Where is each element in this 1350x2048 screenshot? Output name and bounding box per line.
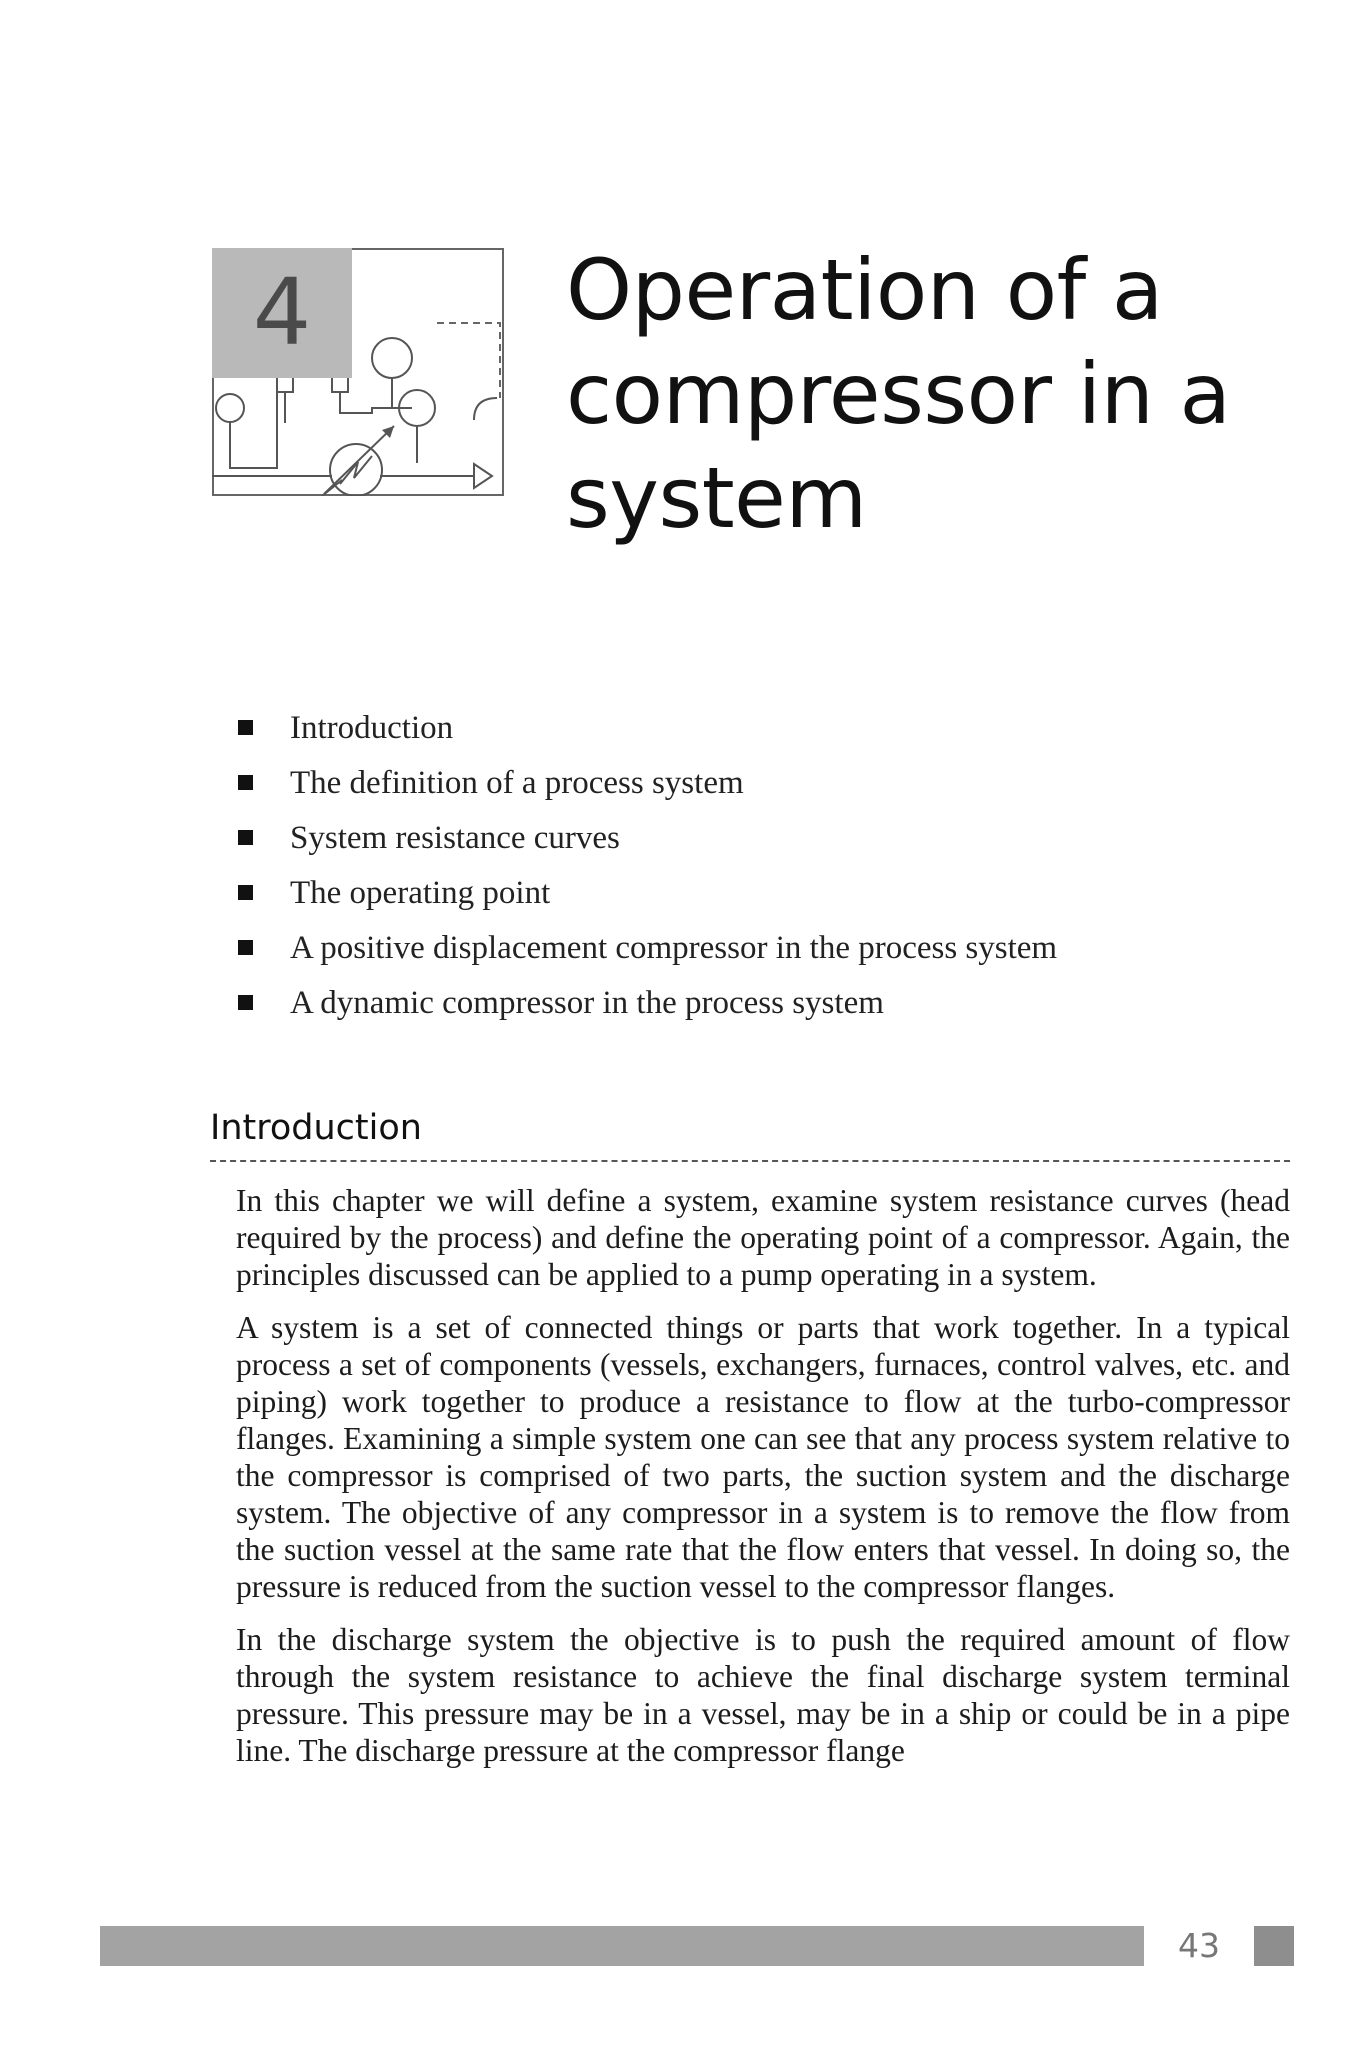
square-bullet-icon [238, 940, 253, 955]
contents-item [238, 703, 1138, 758]
chapter-icon [212, 248, 504, 496]
footer-square [1254, 1926, 1294, 1966]
contents-item [238, 813, 1138, 868]
body-paragraph: In this chapter we will define a system, examine system resistance curves (head required by the process) and define the operating point of a compressor. Again, the principles discussed can be applied to a pump operating in a system. [236, 1183, 1290, 1292]
contents-item-label: System resistance curves [290, 820, 620, 856]
square-bullet-icon [238, 885, 253, 900]
page-number: 43 [1178, 1926, 1220, 1965]
section-heading: Introduction [210, 1108, 422, 1148]
chapter-title [566, 238, 1266, 550]
square-bullet-icon [238, 830, 253, 845]
square-bullet-icon [238, 995, 253, 1010]
section-divider [210, 1160, 1290, 1162]
chapter-contents-list [238, 703, 1138, 1033]
chapter-title-line: Operation of a [566, 241, 1163, 339]
square-bullet-icon [238, 720, 253, 735]
contents-item-label: The operating point [290, 875, 551, 911]
contents-item [238, 978, 1138, 1033]
body-paragraph: In the discharge system the objective is to push the required amount of flow through the system resistance to achieve the final discharge system terminal pressure. This pressure may be in a vessel, may be in a ship or could be in a pipe line. The discharge pressure at the compressor flange [236, 1622, 1290, 1768]
contents-item [238, 758, 1138, 813]
contents-item-label: Introduction [290, 710, 454, 746]
footer-bar [100, 1926, 1144, 1966]
square-bullet-icon [238, 775, 253, 790]
contents-item-label: A dynamic compressor in the process system [290, 985, 884, 1021]
chapter-title-line: system [566, 449, 867, 547]
section-body [236, 1182, 1290, 1785]
body-paragraph: A system is a set of connected things or parts that work together. In a typical process a set of components (vessels, exchangers, furnaces, control valves, etc. and piping) work together to produce a resistance to flow at the turbo-compressor flanges. Examining a simple system one can see that any process system relative to the compressor is comprised of two parts, the suction system and the discharge system. The objective of any compressor in a system is to remove the flow from the suction vessel at the same rate that the flow enters that vessel. In doing so, the pressure is reduced from the suction vessel to the compressor flanges. [236, 1310, 1290, 1604]
chapter-title-line: compressor in a [566, 345, 1231, 443]
chapter-number: 4 [212, 248, 352, 378]
contents-item [238, 923, 1138, 978]
contents-item-label: A positive displacement compressor in the process system [290, 930, 1058, 966]
contents-item [238, 868, 1138, 923]
contents-item-label: The definition of a process system [290, 765, 744, 801]
